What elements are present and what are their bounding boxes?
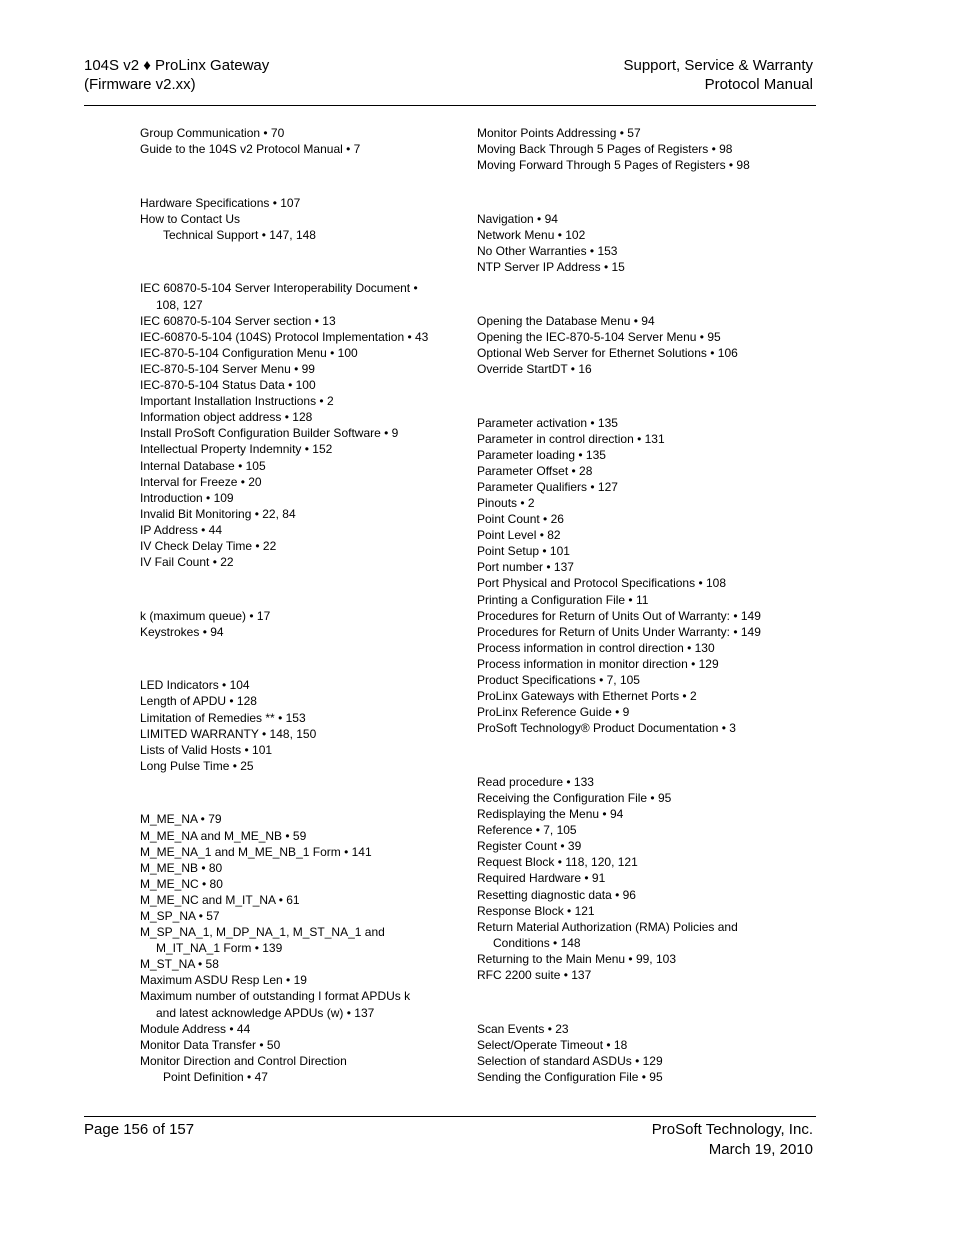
index-entry[interactable]: Point Setup • 101 — [477, 544, 570, 559]
index-entry[interactable]: ProSoft Technology® Product Documentation • 3 — [477, 721, 736, 736]
index-entry[interactable]: Moving Back Through 5 Pages of Registers • 98 — [477, 142, 733, 157]
index-entry[interactable]: M_SP_NA_1, M_DP_NA_1, M_ST_NA_1 and — [140, 925, 385, 940]
index-entry[interactable]: Navigation • 94 — [477, 211, 558, 226]
index-entry[interactable]: Invalid Bit Monitoring • 22, 84 — [140, 506, 296, 521]
index-entry[interactable]: Redisplaying the Menu • 94 — [477, 807, 624, 822]
index-entry[interactable]: ProLinx Reference Guide • 9 — [477, 705, 630, 720]
index-group-k — [140, 608, 440, 640]
letter-gap — [140, 157, 440, 195]
index-entry[interactable]: M_ME_NC • 80 — [140, 876, 223, 891]
letter-gap — [477, 275, 777, 313]
index-entry[interactable]: IEC-870-5-104 Server Menu • 99 — [140, 361, 315, 376]
index-entry[interactable]: M_ME_NA and M_ME_NB • 59 — [140, 828, 307, 843]
index-entry[interactable]: Receiving the Configuration File • 95 — [477, 791, 672, 805]
index-entry[interactable]: Information object address • 128 — [140, 410, 313, 425]
index-subentry[interactable]: Point Definition • 47 — [163, 1069, 268, 1084]
index-group-p — [477, 415, 777, 737]
index-entry[interactable]: Resetting diagnostic data • 96 — [477, 887, 636, 902]
index-entry[interactable]: Introduction • 109 — [140, 490, 234, 505]
letter-gap — [140, 774, 440, 812]
footer-left — [84, 1120, 194, 1140]
index-entry[interactable]: NTP Server IP Address • 15 — [477, 260, 625, 275]
index-entry[interactable]: Scan Events • 23 — [477, 1021, 569, 1036]
footer-divider — [84, 1116, 816, 1117]
index-entry[interactable]: Interval for Freeze • 20 — [140, 474, 262, 489]
index-entry[interactable]: Parameter activation • 135 — [477, 415, 618, 430]
index-entry[interactable]: IEC-870-5-104 Configuration Menu • 100 — [140, 345, 358, 360]
index-entry[interactable]: M_SP_NA • 57 — [140, 908, 220, 923]
index-entry[interactable]: Guide to the 104S v2 Protocol Manual • 7 — [140, 142, 361, 157]
index-entry: How to Contact Us — [140, 211, 241, 226]
index-entry[interactable]: Opening the Database Menu • 94 — [477, 313, 655, 328]
index-entry[interactable]: Return Material Authorization (RMA) Policies and — [477, 919, 738, 934]
letter-gap — [477, 173, 777, 211]
index-entry: Monitor Direction and Control Direction — [140, 1053, 347, 1068]
index-entry[interactable]: IEC 60870-5-104 Server Interoperability Document • — [140, 281, 418, 296]
index-column-left — [140, 125, 440, 1085]
index-entry[interactable]: Register Count • 39 — [477, 839, 582, 854]
index-entry[interactable]: Select/Operate Timeout • 18 — [477, 1037, 628, 1052]
index-entry[interactable]: M_ST_NA • 58 — [140, 957, 219, 972]
index-entry[interactable]: Internal Database • 105 — [140, 458, 266, 473]
index-entry[interactable]: Maximum ASDU Resp Len • 19 — [140, 973, 307, 988]
index-entry[interactable]: Port number • 137 — [477, 560, 574, 575]
index-entry[interactable]: IV Fail Count • 22 — [140, 555, 234, 570]
index-entry[interactable]: Length of APDU • 128 — [140, 694, 257, 709]
index-entry[interactable]: ProLinx Gateways with Ethernet Ports • 2 — [477, 689, 697, 704]
index-entry[interactable]: LIMITED WARRANTY • 148, 150 — [140, 726, 317, 741]
index-entry[interactable]: Product Specifications • 7, 105 — [477, 673, 640, 688]
index-group-i — [140, 280, 440, 570]
index-entry[interactable]: Parameter loading • 135 — [477, 447, 606, 462]
page-number: Page 156 of 157 — [84, 1121, 195, 1138]
index-entry[interactable]: IEC-870-5-104 Status Data • 100 — [140, 378, 316, 393]
index-entry[interactable]: k (maximum queue) • 17 — [140, 608, 271, 623]
index-entry[interactable]: Pinouts • 2 — [477, 496, 535, 510]
index-entry[interactable]: M_ME_NC and M_IT_NA • 61 — [140, 892, 300, 907]
index-entry[interactable]: IP Address • 44 — [140, 522, 223, 537]
footer-right — [652, 1120, 813, 1160]
index-entry[interactable]: Sending the Configuration File • 95 — [477, 1069, 663, 1084]
index-group-r — [477, 774, 777, 983]
index-entry[interactable]: IEC-60870-5-104 (104S) Protocol Implementation • 43 — [140, 329, 429, 344]
publication-date: March 19, 2010 — [708, 1141, 813, 1158]
index-entry[interactable]: Opening the IEC-870-5-104 Server Menu • 95 — [477, 329, 721, 344]
index-group-o — [477, 313, 777, 377]
index-entry-continuation[interactable]: Conditions • 148 — [493, 935, 581, 950]
header-divider — [84, 105, 816, 106]
index-entry[interactable]: Moving Forward Through 5 Pages of Registers • 98 — [477, 158, 750, 173]
index-entry[interactable]: Install ProSoft Configuration Builder Software • 9 — [140, 426, 399, 441]
index-entry[interactable]: Limitation of Remedies ** • 153 — [140, 710, 306, 725]
index-entry[interactable]: Printing a Configuration File • 11 — [477, 592, 649, 607]
index-entry[interactable]: M_ME_NA • 79 — [140, 812, 222, 827]
index-entry[interactable]: Request Block • 118, 120, 121 — [477, 855, 638, 870]
index-group-h — [140, 195, 440, 243]
index-entry[interactable]: Process information in control direction • 130 — [477, 640, 715, 655]
index-entry-continuation[interactable]: M_IT_NA_1 Form • 139 — [156, 941, 283, 956]
index-group-l — [140, 677, 440, 774]
index-group-m-cont — [477, 125, 777, 173]
index-group-m — [140, 811, 440, 1085]
index-entry[interactable]: Process information in monitor direction • 129 — [477, 656, 719, 671]
index-entry[interactable]: Hardware Specifications • 107 — [140, 195, 301, 210]
index-entry[interactable]: Group Communication • 70 — [140, 126, 285, 140]
index-entry[interactable]: Maximum number of outstanding I format APDUs k — [140, 989, 411, 1004]
header-section-title: Support, Service & Warranty — [623, 57, 813, 74]
header-firmware: (Firmware v2.xx) — [84, 76, 196, 93]
index-entry[interactable]: Optional Web Server for Ethernet Solutions • 106 — [477, 345, 738, 360]
header-product-title: 104S v2 ♦ ProLinx Gateway — [84, 57, 270, 74]
index-entry[interactable]: Override StartDT • 16 — [477, 361, 592, 376]
index-entry[interactable]: Lists of Valid Hosts • 101 — [140, 742, 273, 757]
index-entry[interactable]: Point Count • 26 — [477, 512, 564, 527]
index-entry-continuation[interactable]: and latest acknowledge APDUs (w) • 137 — [156, 1005, 375, 1020]
index-group-g — [140, 125, 440, 157]
letter-gap — [477, 983, 777, 1021]
index-entry[interactable]: Parameter Offset • 28 — [477, 463, 593, 478]
index-subentry[interactable]: Technical Support • 147, 148 — [163, 227, 316, 242]
index-entry[interactable]: IV Check Delay Time • 22 — [140, 538, 277, 553]
index-entry[interactable]: Network Menu • 102 — [477, 227, 586, 242]
index-entry[interactable]: Parameter Qualifiers • 127 — [477, 479, 618, 494]
header-left — [84, 56, 269, 94]
index-entry[interactable]: Procedures for Return of Units Out of Warranty: • 149 — [477, 608, 761, 623]
index-entry[interactable]: LED Indicators • 104 — [140, 678, 250, 693]
index-entry-continuation[interactable]: 108, 127 — [156, 297, 203, 312]
index-entry[interactable]: M_ME_NB • 80 — [140, 860, 223, 875]
company-name: ProSoft Technology, Inc. — [651, 1121, 813, 1138]
index-entry[interactable]: Response Block • 121 — [477, 903, 595, 918]
index-entry[interactable]: Important Installation Instructions • 2 — [140, 394, 334, 409]
index-entry[interactable]: Monitor Data Transfer • 50 — [140, 1037, 281, 1052]
index-group-s — [477, 1021, 777, 1085]
header-right — [623, 56, 813, 94]
index-entry[interactable]: IEC 60870-5-104 Server section • 13 — [140, 313, 336, 328]
index-entry[interactable]: Selection of standard ASDUs • 129 — [477, 1053, 663, 1068]
index-entry[interactable]: Point Level • 82 — [477, 528, 561, 543]
index-entry[interactable]: Reference • 7, 105 — [477, 823, 577, 838]
letter-gap — [140, 570, 440, 608]
index-entry[interactable]: Parameter in control direction • 131 — [477, 431, 665, 446]
index-entry[interactable]: Keystrokes • 94 — [140, 624, 224, 639]
index-entry[interactable]: Procedures for Return of Units Under Warranty: • 149 — [477, 624, 761, 639]
index-entry[interactable]: Module Address • 44 — [140, 1021, 251, 1036]
index-entry[interactable]: Returning to the Main Menu • 99, 103 — [477, 951, 676, 966]
index-entry[interactable]: Intellectual Property Indemnity • 152 — [140, 442, 333, 457]
index-entry[interactable]: RFC 2200 suite • 137 — [477, 968, 592, 983]
index-entry[interactable]: Monitor Points Addressing • 57 — [477, 126, 641, 140]
letter-gap — [140, 243, 440, 281]
index-group-n — [477, 211, 777, 275]
letter-gap — [477, 736, 777, 774]
index-entry[interactable]: Port Physical and Protocol Specifications • 108 — [477, 576, 726, 591]
index-entry[interactable]: Long Pulse Time • 25 — [140, 758, 254, 773]
index-entry[interactable]: Read procedure • 133 — [477, 774, 594, 789]
index-entry[interactable]: Required Hardware • 91 — [477, 871, 606, 886]
letter-gap — [140, 640, 440, 678]
header-manual-type: Protocol Manual — [704, 76, 813, 93]
index-column-right — [477, 125, 777, 1085]
index-entry[interactable]: M_ME_NA_1 and M_ME_NB_1 Form • 141 — [140, 844, 372, 859]
letter-gap — [477, 377, 777, 415]
index-entry[interactable]: No Other Warranties • 153 — [477, 243, 618, 258]
